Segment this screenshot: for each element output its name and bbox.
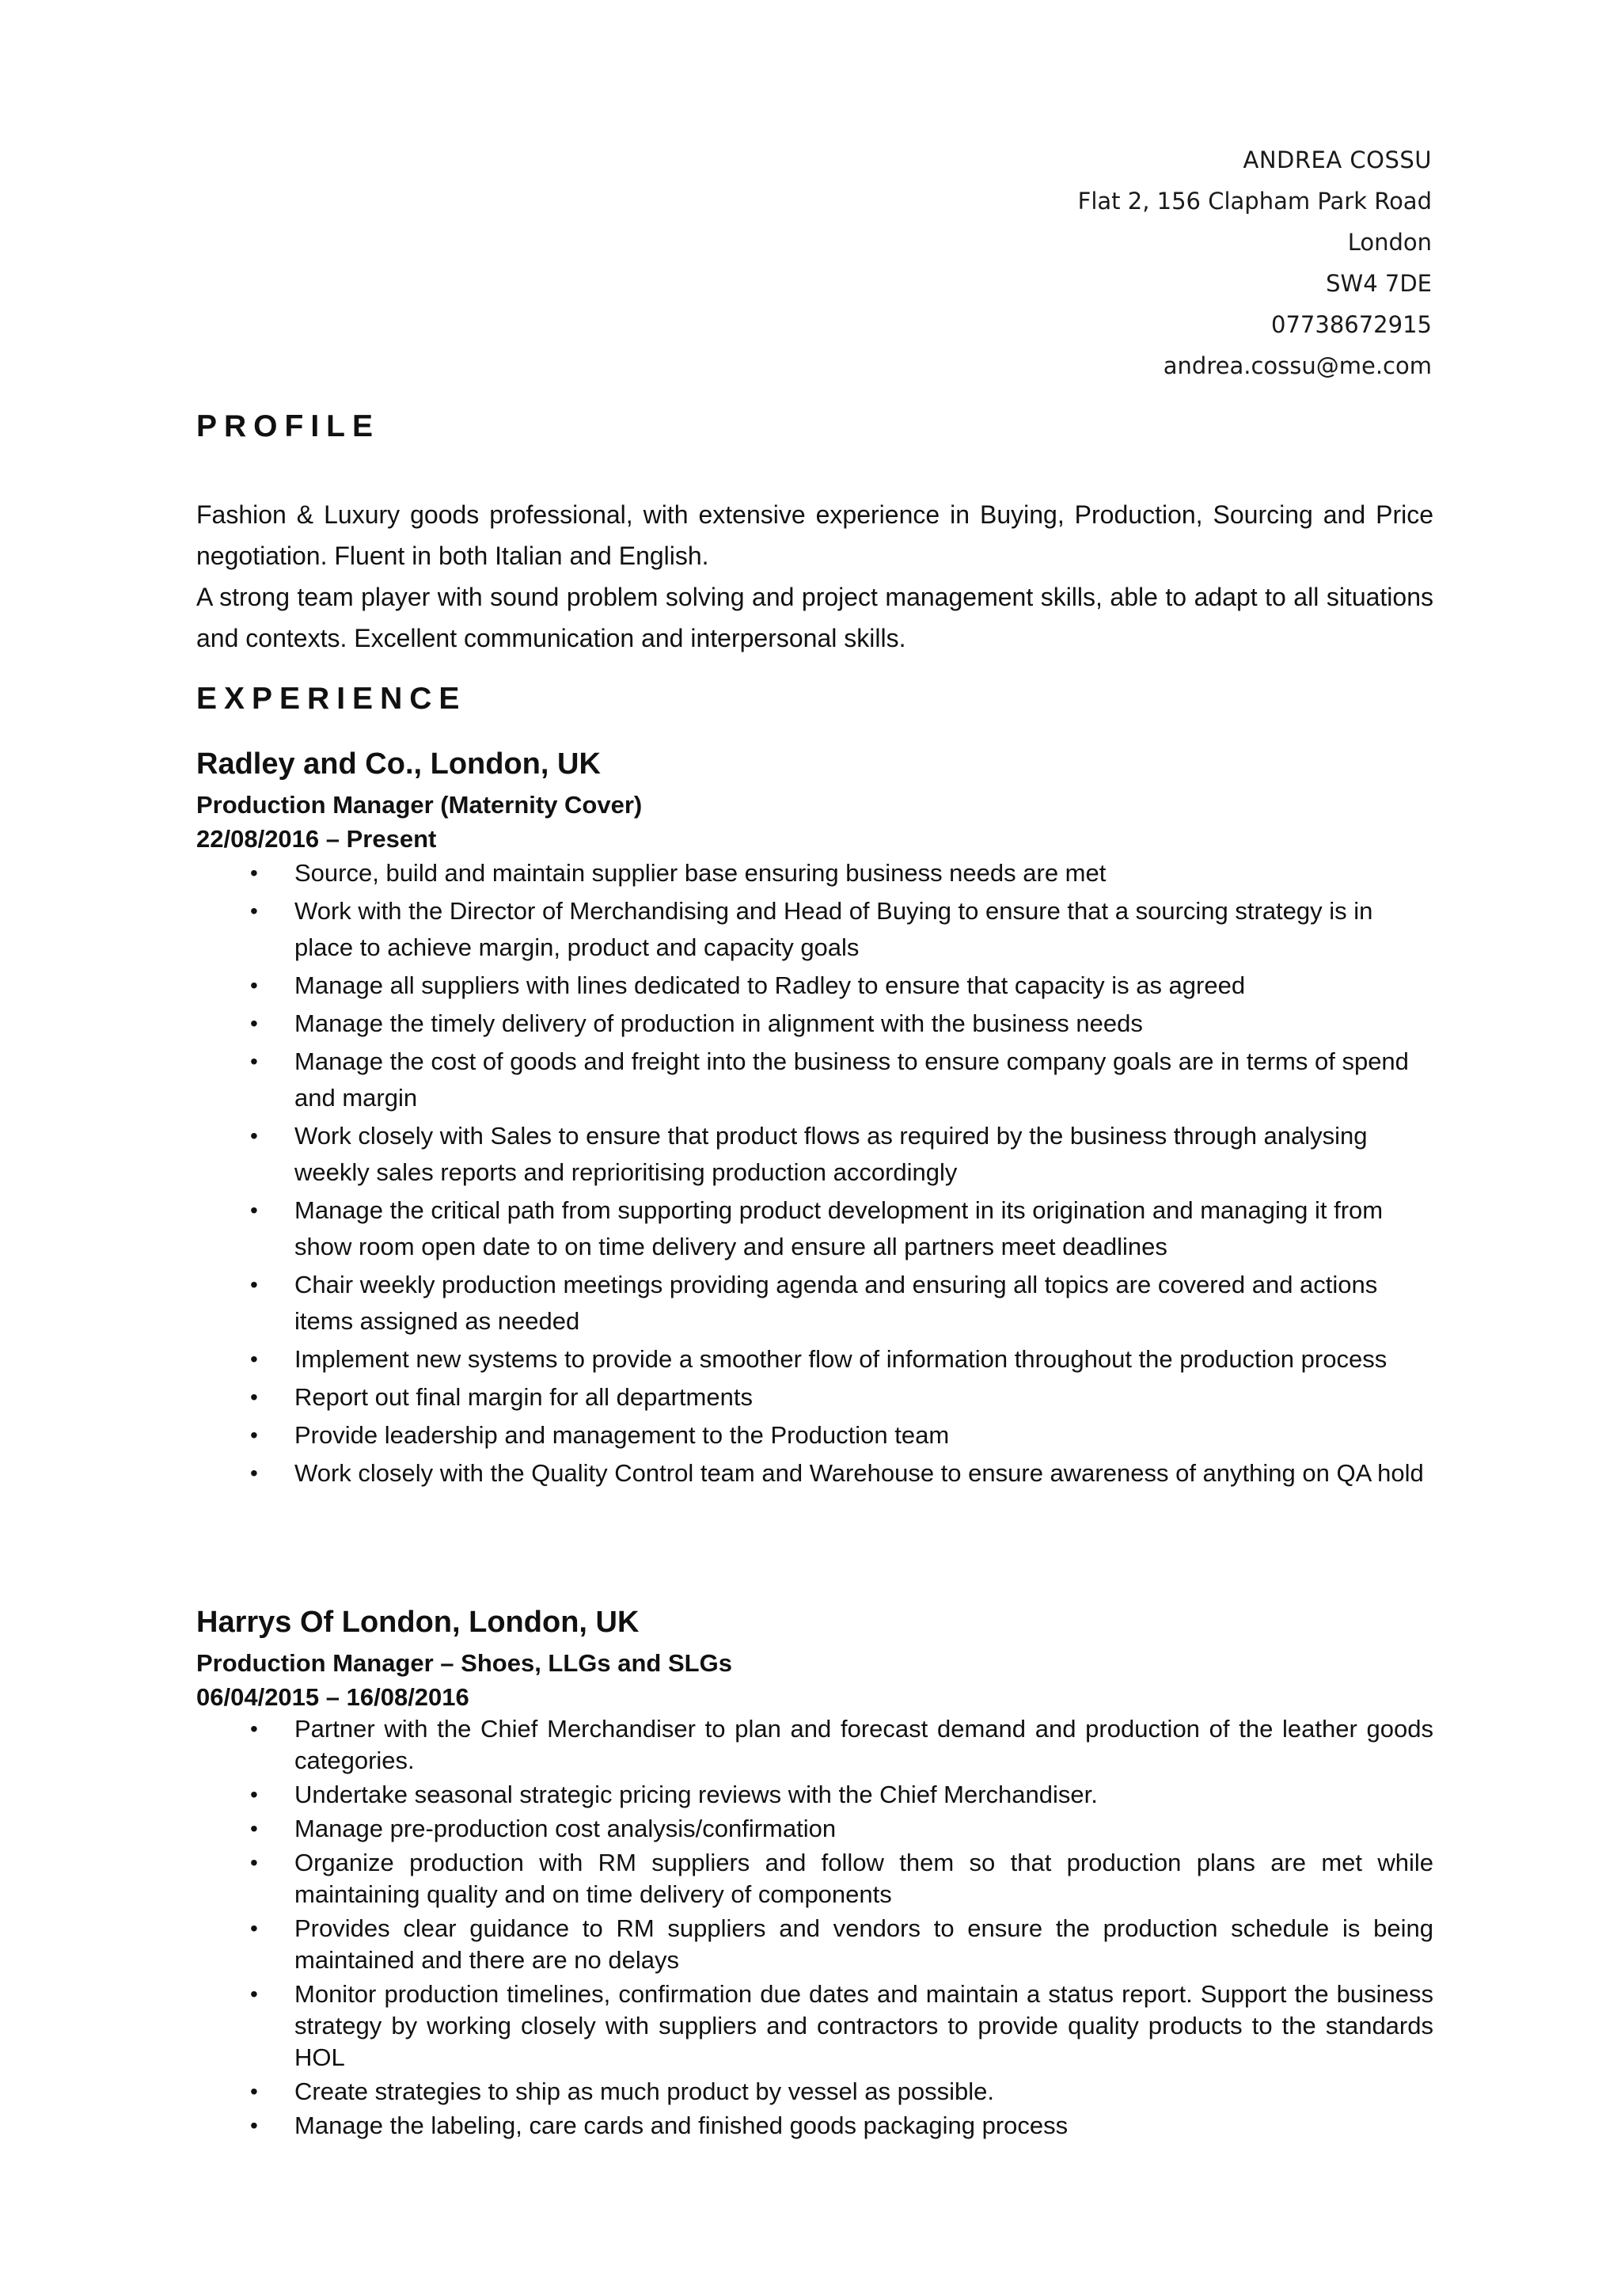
contact-block <box>1078 139 1432 386</box>
duty-text: Manage the timely delivery of production in alignment with the business needs <box>294 1009 1143 1037</box>
duty-text: Create strategies to ship as much product by vessel as possible. <box>294 2077 994 2105</box>
contact-address: Flat 2, 156 Clapham Park Road <box>1077 188 1432 215</box>
bullet-icon: • <box>250 1198 258 1222</box>
duty-text: Work closely with the Quality Control team and Warehouse to ensure awareness of anything on QA hold <box>294 1459 1424 1487</box>
job-role: Production Manager – Shoes, LLGs and SLGs <box>196 1649 732 1677</box>
bullet-icon: • <box>250 1850 258 1875</box>
bullet-icon: • <box>250 1916 258 1941</box>
duty-item <box>196 1779 1433 1811</box>
duty-item <box>196 1005 1433 1042</box>
duty-text: Monitor production timelines, confirmation due dates and maintain a status report. Support the business strategy by working closely with suppliers and contractors to provide quality products to the standards HOL <box>294 1980 1433 2071</box>
profile-paragraph: Fashion & Luxury goods professional, with extensive experience in Buying, Production, Sourcing and Price negotiation. Fluent in both Italian and English. <box>196 500 1433 570</box>
bullet-icon: • <box>250 1123 258 1148</box>
contact-city: London <box>1347 229 1432 256</box>
job-company: Harrys Of London, London, UK <box>196 1606 640 1639</box>
duty-item <box>196 855 1433 891</box>
duty-item <box>196 1043 1433 1116</box>
duty-text: Work with the Director of Merchandising and Head of Buying to ensure that a sourcing strategy is in place to achieve margin, product and capacity goals <box>294 897 1373 961</box>
bullet-icon: • <box>250 1982 258 2006</box>
bullet-icon: • <box>250 2113 258 2138</box>
bullet-icon: • <box>250 861 258 885</box>
job-dates: 06/04/2015 – 16/08/2016 <box>196 1683 469 1711</box>
experience-heading: EXPERIENCE <box>196 682 467 716</box>
duty-item <box>196 1979 1433 2074</box>
duty-text: Manage all suppliers with lines dedicated to Radley to ensure that capacity is as agreed <box>294 971 1246 999</box>
bullet-icon: • <box>250 1423 258 1447</box>
duty-text: Provides clear guidance to RM suppliers and vendors to ensure the production schedule is being maintained and there are no delays <box>294 1914 1433 1974</box>
duty-item <box>196 1417 1433 1454</box>
profile-heading: PROFILE <box>196 409 381 443</box>
job-dates: 22/08/2016 – Present <box>196 825 437 853</box>
bullet-icon: • <box>250 1011 258 1036</box>
duty-text: Chair weekly production meetings providing agenda and ensuring all topics are covered and actions items assigned as needed <box>294 1271 1378 1335</box>
duty-item <box>196 967 1433 1004</box>
bullet-icon: • <box>250 1049 258 1074</box>
bullet-icon: • <box>250 1716 258 1741</box>
duty-text: Partner with the Chief Merchandiser to plan and forecast demand and production of the leather goods categories. <box>294 1715 1433 1774</box>
job-role: Production Manager (Maternity Cover) <box>196 791 643 819</box>
duty-text: Provide leadership and management to the Production team <box>294 1421 950 1449</box>
bullet-icon: • <box>250 1461 258 1485</box>
bullet-icon: • <box>250 973 258 998</box>
duty-item <box>196 1455 1433 1492</box>
duty-text: Manage the critical path from supporting product development in its origination and managing it from show room open date to on time delivery and ensure all partners meet deadlines <box>294 1196 1384 1260</box>
bullet-icon: • <box>250 2079 258 2104</box>
duty-text: Manage the cost of goods and freight into the business to ensure company goals are in terms of spend and margin <box>294 1047 1409 1112</box>
duty-item <box>196 1813 1433 1845</box>
bullet-icon: • <box>250 899 258 923</box>
contact-name: ANDREA COSSU <box>1243 146 1432 173</box>
duty-text: Manage the labeling, care cards and finished goods packaging process <box>294 2112 1069 2139</box>
duty-item <box>196 2076 1433 2108</box>
contact-phone: 07738672915 <box>1271 311 1432 338</box>
duty-item <box>196 1379 1433 1416</box>
duty-text: Work closely with Sales to ensure that product flows as required by the business through analysing weekly sales reports and reprioritising production accordingly <box>294 1122 1368 1186</box>
duty-item <box>196 1913 1433 1976</box>
bullet-icon: • <box>250 1782 258 1807</box>
job-entry-radley <box>196 744 1433 1493</box>
job-duties-list <box>196 1713 1433 2142</box>
duty-item <box>196 1118 1433 1191</box>
profile-paragraph: A strong team player with sound problem solving and project management skills, able to adapt to all situations and contexts. Excellent communication and interpersonal skills. <box>196 583 1433 652</box>
duty-text: Undertake seasonal strategic pricing reviews with the Chief Merchandiser. <box>294 1781 1098 1808</box>
duty-item <box>196 893 1433 966</box>
duty-text: Manage pre-production cost analysis/confirmation <box>294 1815 837 1842</box>
profile-summary <box>196 494 1433 659</box>
duty-item <box>196 1341 1433 1378</box>
contact-email: andrea.cossu@me.com <box>1163 352 1432 379</box>
job-duties-list <box>196 855 1433 1492</box>
bullet-icon: • <box>250 1816 258 1841</box>
duty-text: Implement new systems to provide a smoother flow of information throughout the production process <box>294 1345 1388 1373</box>
job-company: Radley and Co., London, UK <box>196 747 601 781</box>
duty-item <box>196 2110 1433 2142</box>
job-entry-harrys <box>196 1602 1433 2144</box>
bullet-icon: • <box>250 1272 258 1297</box>
duty-item <box>196 1267 1433 1340</box>
duty-item <box>196 1192 1433 1265</box>
duty-item <box>196 1847 1433 1910</box>
duty-text: Report out final margin for all departments <box>294 1383 753 1411</box>
duty-text: Source, build and maintain supplier base ensuring business needs are met <box>294 859 1107 887</box>
bullet-icon: • <box>250 1347 258 1371</box>
contact-postcode: SW4 7DE <box>1326 270 1432 297</box>
duty-item <box>196 1713 1433 1777</box>
duty-text: Organize production with RM suppliers and follow them so that production plans are met while maintaining quality and on time delivery of components <box>294 1849 1433 1908</box>
bullet-icon: • <box>250 1385 258 1409</box>
